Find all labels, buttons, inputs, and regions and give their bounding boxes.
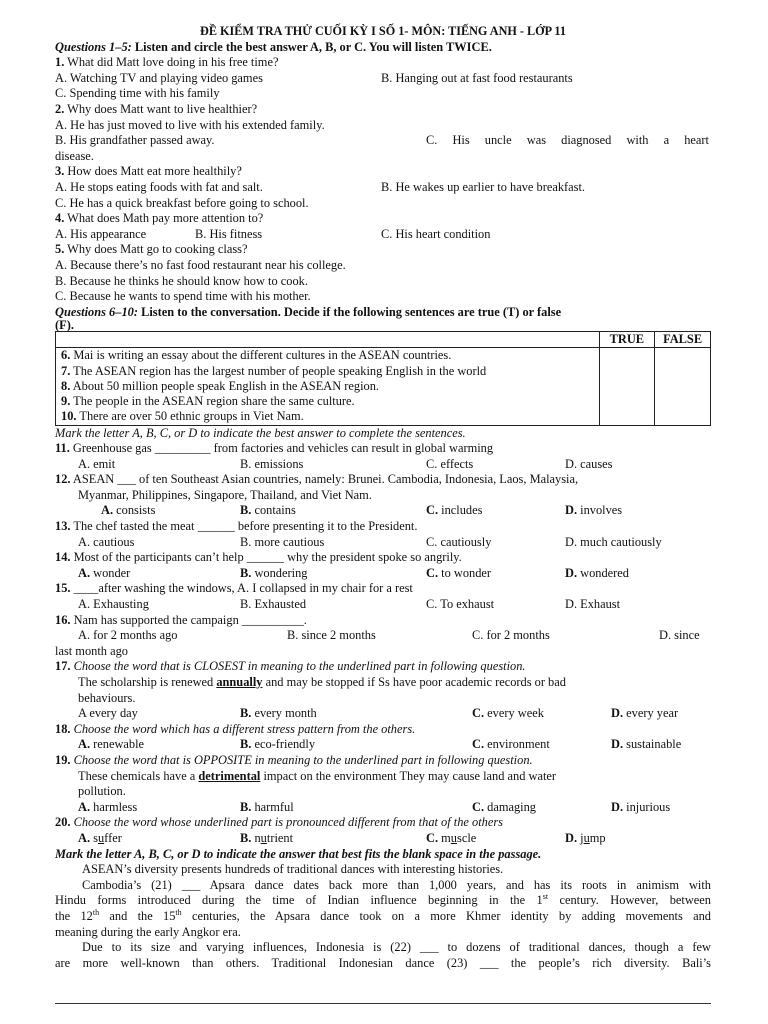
q16-option-a[interactable]: A. for 2 months ago <box>78 628 178 643</box>
q17-option-d[interactable]: D. every year <box>611 706 679 721</box>
passage-paragraph-2-line-4: meaning during the early Angkor era. <box>55 924 241 939</box>
col-true-header: TRUE <box>599 332 655 348</box>
question-4: 4. What does Math pay more attention to? <box>55 211 264 226</box>
passage-paragraph-2-line-1: Cambodia’s (21) ___ Apsara dance dates back more than 1,000 years, and has its roots in animism with <box>82 877 711 892</box>
statement-6: 6. Mai is writing an essay about the different cultures in the ASEAN countries. <box>56 348 600 364</box>
q17-option-b[interactable]: B. every month <box>240 706 317 721</box>
q18-option-d[interactable]: D. sustainable <box>611 737 682 752</box>
q11-options <box>55 457 711 473</box>
false-cell[interactable] <box>655 379 711 394</box>
q19-option-c[interactable]: C. damaging <box>472 799 537 814</box>
q3-option-a[interactable]: A. He stops eating foods with fat and salt. <box>55 179 263 194</box>
q16-option-d-cont: last month ago <box>55 643 128 658</box>
statement-8: 8. About 50 million people speak English in the ASEAN region. <box>56 379 600 394</box>
underlined-word: detrimental <box>198 768 261 783</box>
passage-instruction: Mark the letter A, B, C, or D to indicate the answer that best fits the blank space in the passage. <box>55 846 542 861</box>
q1-option-b[interactable]: B. Hanging out at fast food restaurants <box>381 70 573 85</box>
q15-option-b[interactable]: B. Exhausted <box>240 597 307 612</box>
col-false-header: FALSE <box>655 332 711 348</box>
table-row <box>56 409 711 425</box>
question-12-cont: Myanmar, Philippines, Singapore, Thailand, and Viet Nam. <box>78 487 372 502</box>
q2-option-c-cont: disease. <box>55 148 94 163</box>
question-18: 18. Choose the word which has a different stress pattern from the others. <box>55 721 416 736</box>
true-cell[interactable] <box>599 348 655 364</box>
q3-option-b[interactable]: B. He wakes up earlier to have breakfast. <box>381 179 586 194</box>
q20-options <box>55 831 711 847</box>
q18-option-c[interactable]: C. environment <box>472 737 550 752</box>
q17-option-c[interactable]: C. every week <box>472 706 544 721</box>
true-cell[interactable] <box>599 364 655 379</box>
statement-10: 10. There are over 50 ethnic groups in Viet Nam. <box>56 409 600 425</box>
q1-options-row <box>55 71 711 87</box>
q20-option-a[interactable]: A. suffer <box>78 830 122 845</box>
q3-option-c[interactable]: C. He has a quick breakfast before going to school. <box>55 195 309 210</box>
q16-option-b[interactable]: B. since 2 months <box>287 628 376 643</box>
q13-options <box>55 535 711 551</box>
q14-options <box>55 566 711 582</box>
exam-title: ĐỀ KIỂM TRA THỬ CUỐI KỲ I SỐ 1- MÔN: TIẾNG ANH - LỚP 11 <box>200 24 566 38</box>
q17-sentence: The scholarship is renewed annually and may be stopped if Ss have poor academic records or bad <box>78 675 566 689</box>
part3-instruction: Mark the letter A, B, C, or D to indicate the best answer to complete the sentences. <box>55 425 466 440</box>
true-cell[interactable] <box>599 394 655 409</box>
q1-option-a[interactable]: A. Watching TV and playing video games <box>55 70 263 85</box>
question-17: 17. Choose the word that is CLOSEST in meaning to the underlined part in following question. <box>55 659 526 674</box>
q17-option-a[interactable]: A every day <box>78 706 138 721</box>
q19-sentence-cont: pollution. <box>78 784 126 799</box>
q4-option-a[interactable]: A. His appearance <box>55 226 147 241</box>
q14-option-c[interactable]: C. to wonder <box>426 565 492 580</box>
question-14: 14. Most of the participants can’t help ______ why the president spoke so angrily. <box>55 550 462 565</box>
false-cell[interactable] <box>655 394 711 409</box>
q11-option-b[interactable]: B. emissions <box>240 456 304 471</box>
q12-option-a[interactable]: A. consists <box>101 503 156 518</box>
table-header-row <box>56 332 711 348</box>
question-16: 16. Nam has supported the campaign __________. <box>55 612 307 627</box>
q11-option-c[interactable]: C. effects <box>426 456 474 471</box>
table-row <box>56 394 711 409</box>
q4-option-b[interactable]: B. His fitness <box>195 226 263 241</box>
part2-heading-cont: (F). <box>55 318 74 333</box>
q19-option-d[interactable]: D. injurious <box>611 799 671 814</box>
q13-option-a[interactable]: A. cautious <box>78 534 135 549</box>
q5-option-c[interactable]: C. Because he wants to spend time with his mother. <box>55 289 311 304</box>
q20-option-d[interactable]: D. jump <box>565 830 606 845</box>
q18-option-a[interactable]: A. renewable <box>78 737 145 752</box>
false-cell[interactable] <box>655 348 711 364</box>
q18-option-b[interactable]: B. eco-friendly <box>240 737 316 752</box>
q3-options-row <box>55 180 711 196</box>
q18-options <box>55 737 711 753</box>
q19-option-a[interactable]: A. harmless <box>78 799 138 814</box>
question-2: 2. Why does Matt want to live healthier? <box>55 101 258 116</box>
table-row <box>56 379 711 394</box>
question-15: 15. ____after washing the windows, A. I collapsed in my chair for a rest <box>55 581 413 596</box>
table-row <box>56 348 711 364</box>
passage-paragraph-2-line-2: Hindu forms introduced during the time of Indian influence beginning in the 1st century. However, between <box>55 892 711 908</box>
q3-options-row2 <box>55 196 711 212</box>
page-bottom-rule <box>55 1003 711 1004</box>
q17-sentence-cont: behaviours. <box>78 690 136 705</box>
q2-option-a[interactable]: A. He has just moved to live with his extended family. <box>55 117 325 132</box>
q15-option-d[interactable]: D. Exhaust <box>565 597 621 612</box>
q17-options <box>55 706 711 722</box>
question-20: 20. Choose the word whose underlined part is pronounced different from that of the others <box>55 815 503 830</box>
q14-option-b[interactable]: B. wondering <box>240 565 308 580</box>
question-3: 3. How does Matt eat more healthily? <box>55 164 242 179</box>
q11-option-d[interactable]: D. causes <box>565 456 613 471</box>
false-cell[interactable] <box>655 409 711 425</box>
table-row <box>56 364 711 379</box>
passage-paragraph-3-line-2: are more well-known than others. Traditional Indonesian dance (23) ___ the people’s rich diversity. Bali’s <box>55 955 711 970</box>
question-5: 5. Why does Matt go to cooking class? <box>55 242 248 257</box>
q4-option-c[interactable]: C. His heart condition <box>381 226 491 241</box>
q16-option-c[interactable]: C. for 2 months <box>472 628 550 643</box>
q5-option-b[interactable]: B. Because he thinks he should know how to cook. <box>55 273 308 288</box>
q13-option-c[interactable]: C. cautiously <box>426 534 492 549</box>
question-19: 19. Choose the word that is OPPOSITE in meaning to the underlined part in following question. <box>55 752 533 767</box>
q1-option-c[interactable]: C. Spending time with his family <box>55 86 220 101</box>
table-header-empty <box>56 332 600 348</box>
q2-option-c[interactable]: C. His uncle was diagnosed with a heart <box>426 133 709 148</box>
q12-options <box>55 503 711 519</box>
true-false-table <box>55 331 711 425</box>
true-cell[interactable] <box>599 409 655 425</box>
q20-option-b[interactable]: B. nutrient <box>240 830 294 845</box>
q15-option-a[interactable]: A. Exhausting <box>78 597 149 612</box>
q13-option-b[interactable]: B. more cautious <box>240 534 325 549</box>
q2-options-row <box>55 118 711 134</box>
q20-option-c[interactable]: C. muscle <box>426 830 477 845</box>
q2-option-b[interactable]: B. His grandfather passed away. <box>55 133 215 148</box>
question-13: 13. The chef tasted the meat ______ before presenting it to the President. <box>55 519 418 534</box>
statement-7: 7. The ASEAN region has the largest number of people speaking English in the world <box>56 364 600 379</box>
q16-option-d[interactable]: D. since <box>659 628 700 643</box>
q13-option-d[interactable]: D. much cautiously <box>565 534 662 549</box>
passage-paragraph-1: ASEAN’s diversity presents hundreds of traditional dances with interesting histories. <box>82 862 504 877</box>
statement-9: 9. The people in the ASEAN region share the same culture. <box>56 394 600 409</box>
q5-option-a[interactable]: A. Because there’s no fast food restaurant near his college. <box>55 257 346 272</box>
q12-option-c[interactable]: C. includes <box>426 503 483 518</box>
q12-option-b[interactable]: B. contains <box>240 503 296 518</box>
q16-options <box>55 628 711 644</box>
q15-option-c[interactable]: C. To exhaust <box>426 597 495 612</box>
passage-paragraph-3-line-1: Due to its size and varying influences, Indonesia is (22) ___ to dozens of traditional dances, though a few <box>82 940 711 955</box>
q1-options-row2 <box>55 86 711 102</box>
q19-option-b[interactable]: B. harmful <box>240 799 294 814</box>
underlined-word: annually <box>216 675 263 689</box>
false-cell[interactable] <box>655 364 711 379</box>
true-cell[interactable] <box>599 379 655 394</box>
part1-heading: Questions 1–5: Listen and circle the best answer A, B, or C. You will listen TWICE. <box>55 39 492 54</box>
exam-page <box>55 24 711 971</box>
question-12: 12. ASEAN ___ of ten Southeast Asian countries, namely: Brunei. Cambodia, Indonesia, Laos, Malaysia, <box>55 472 579 487</box>
q19-sentence: These chemicals have a detrimental impact on the environment They may cause land and water <box>78 768 557 783</box>
q11-option-a[interactable]: A. emit <box>78 456 116 471</box>
passage-paragraph-2-line-3: the 12th and the 15th centuries, the Apsara dance took on a more Khmer identity by adding movements and <box>55 907 711 923</box>
q19-options <box>55 800 711 816</box>
q15-options <box>55 597 711 613</box>
q14-option-d[interactable]: D. wondered <box>565 565 629 580</box>
q2-options-row2 <box>55 133 711 149</box>
part2-heading: Questions 6–10: Listen to the conversation. Decide if the following sentences are true (T) or false <box>55 304 562 319</box>
q4-options-row <box>55 227 711 243</box>
q12-option-d[interactable]: D. involves <box>565 503 623 518</box>
question-1: 1. What did Matt love doing in his free time? <box>55 55 279 70</box>
q14-option-a[interactable]: A. wonder <box>78 565 131 580</box>
question-11: 11. Greenhouse gas _________ from factories and vehicles can result in global warming <box>55 441 494 456</box>
